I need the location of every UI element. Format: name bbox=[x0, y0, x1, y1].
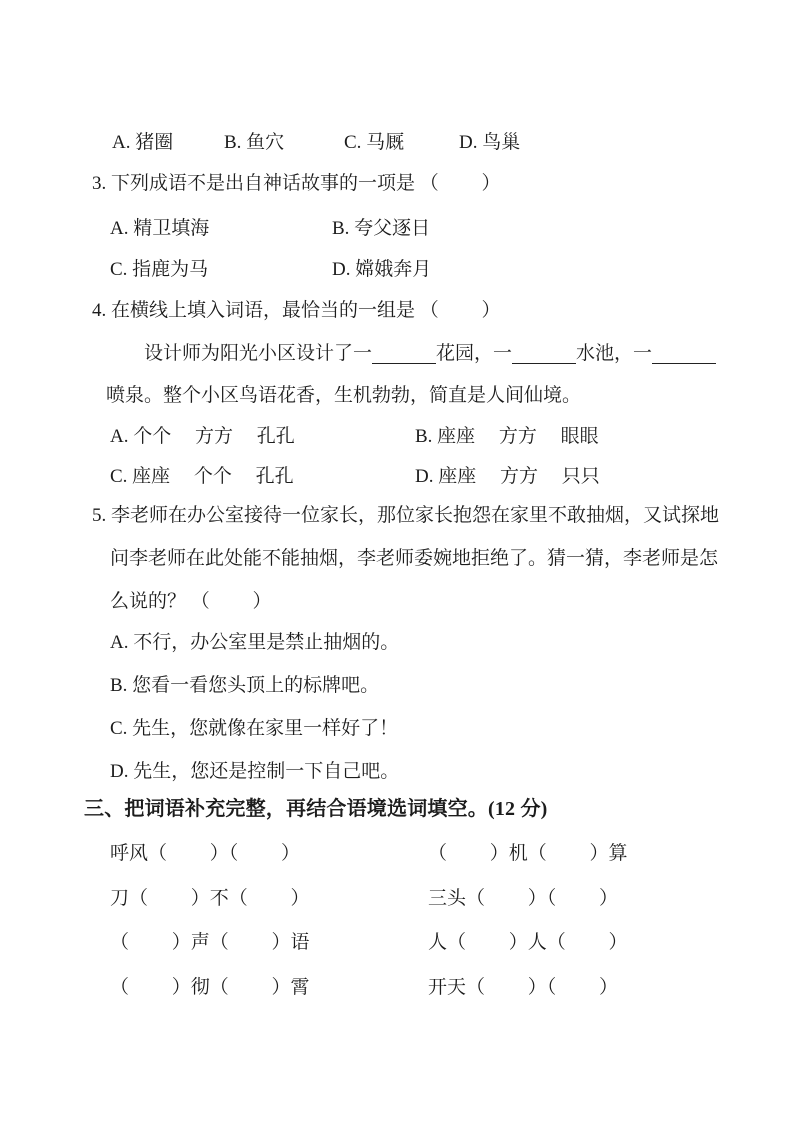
fill-item-r4-right: 开天（ ）（ ） bbox=[428, 977, 619, 998]
q4-passage-seg3: 水池，一 bbox=[576, 343, 653, 364]
fill-blank-2 bbox=[512, 344, 576, 364]
q2-option-a: A. 猪圈 bbox=[112, 132, 174, 153]
q4-option-b: B. 座座 方方 眼眼 bbox=[415, 426, 599, 447]
q3-option-b: B. 夸父逐日 bbox=[332, 218, 431, 239]
q4-passage-seg2: 花园，一 bbox=[436, 343, 513, 364]
fill-blank-1 bbox=[372, 344, 436, 364]
q4-passage-seg1: 设计师为阳光小区设计了一 bbox=[144, 343, 373, 364]
q4-option-c: C. 座座 个个 孔孔 bbox=[110, 466, 294, 487]
q5-option-c: C. 先生，您就像在家里一样好了！ bbox=[110, 718, 399, 739]
q3-option-a: A. 精卫填海 bbox=[110, 218, 210, 239]
fill-item-r3-right: 人（ ）人（ ） bbox=[428, 932, 628, 953]
fill-item-r2-right: 三头（ ）（ ） bbox=[428, 888, 619, 909]
fill-blank-3 bbox=[652, 344, 716, 364]
fill-item-r4-left: （ ）彻（ ）霄 bbox=[110, 977, 310, 998]
q4-option-d: D. 座座 方方 只只 bbox=[415, 466, 600, 487]
q5-option-d: D. 先生，您还是控制一下自己吧。 bbox=[110, 761, 400, 782]
q4-passage-line2: 喷泉。整个小区鸟语花香，生机勃勃，简直是人间仙境。 bbox=[106, 385, 582, 406]
fill-item-r1-right: （ ）机（ ）算 bbox=[428, 843, 628, 864]
fill-item-r1-left: 呼风（ ）（ ） bbox=[110, 843, 301, 864]
q5-stem-line-3: 么说的？ （ ） bbox=[110, 591, 272, 612]
q5-stem-line-1: 5. 李老师在办公室接待一位家长，那位家长抱怨在家里不敢抽烟，又试探地 bbox=[92, 505, 720, 526]
fill-item-r3-left: （ ）声（ ）语 bbox=[110, 932, 310, 953]
q4-stem: 4. 在横线上填入词语，最恰当的一组是 （ ） bbox=[92, 300, 501, 321]
fill-item-r2-left: 刀（ ）不（ ） bbox=[110, 888, 310, 909]
q4-option-a: A. 个个 方方 孔孔 bbox=[110, 426, 295, 447]
q2-option-c: C. 马厩 bbox=[344, 132, 405, 153]
q4-passage-line1 bbox=[144, 342, 716, 366]
q2-option-d: D. 鸟巢 bbox=[459, 132, 521, 153]
q5-option-a: A. 不行，办公室里是禁止抽烟的。 bbox=[110, 632, 400, 653]
q3-stem: 3. 下列成语不是出自神话故事的一项是 （ ） bbox=[92, 173, 501, 194]
q3-option-d: D. 嫦娥奔月 bbox=[332, 259, 432, 280]
q5-stem-line-2: 问李老师在此处能不能抽烟，李老师委婉地拒绝了。猜一猜，李老师是怎 bbox=[110, 548, 719, 569]
q2-option-b: B. 鱼穴 bbox=[224, 132, 285, 153]
q3-option-c: C. 指鹿为马 bbox=[110, 259, 209, 280]
q5-option-b: B. 您看一看您头顶上的标牌吧。 bbox=[110, 675, 380, 696]
section3-heading: 三、把词语补充完整，再结合语境选词填空。(12 分) bbox=[84, 798, 548, 820]
